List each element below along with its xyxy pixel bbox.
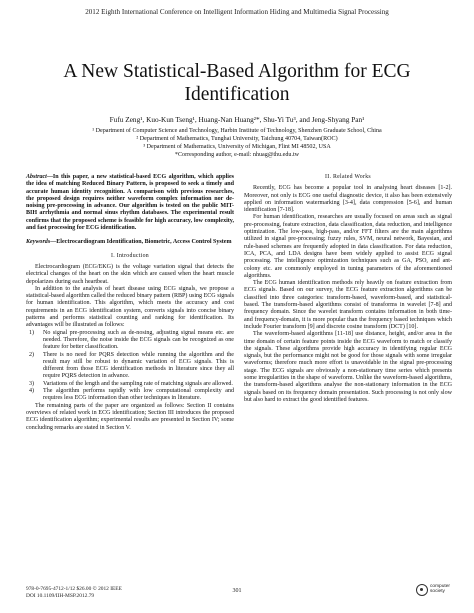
- conference-header: 2012 Eighth International Conference on Intelligent Information Hiding and Multimedia Signal Processing: [85, 8, 389, 16]
- list-item: [29, 352, 234, 381]
- related-paragraph-3: The ECG human identification methods rely heavily on feature extraction from ECG signals. Based on our survey, the ECG feature extraction algorithms can be classified into three categories: transform-based, waveform-based, and statistical-based. The transform-based algorithms consist of transforms in wavelet [7-8] and frequency domain. Since the wavelet transform contains information in both time- and frequency-domain, it is more popular than the frequency based techniques which include Fourier transform [9] and discrete cosine transform (DCT) [10].: [244, 280, 452, 330]
- computer-society-logo: [410, 578, 450, 600]
- isbn-line: 978-0-7695-4712-1/12 $26.00 © 2012 IEEE: [26, 586, 122, 592]
- doi-line: DOI 10.1109/IIH-MSP.2012.79: [26, 592, 95, 599]
- list-item-number: 3): [29, 380, 35, 387]
- corresponding-author: *Corresponding author, e-mail: nhuag@thu.edu.tw: [174, 152, 300, 158]
- related-paragraph-1: Recently, ECG has become a popular tool in analysing heart diseases [1-2]. Moreover, not only is ECG one useful diagnostic device, it also has been extensively applied on information watermarking [3-4], data compression [5-6], and human identification [7-18].: [244, 185, 452, 214]
- related-paragraph-2: For human identification, researches are usually focused on areas such as signal pre-processing, feature extraction, data classification, data reduction, and intelligence optimization. The low-pass, high-pass, and/or FFT filters are the main algorithms utilized in signal pre-processing; fuzzy rules, SVM, neural network, Bayesian, and rule-based schemes are frequently adopted in data classification. For data reduction, ICA, PCA, and LDA designs have been widely applied to assist ECG signal processing. The intelligence optimization techniques such as GA, PSO, and ant-colony etc. are commonly employed in tuning parameters of the aforementioned algorithms.: [244, 214, 452, 279]
- abstract-text: —In this paper, a new statistical-based ECG algorithm, which applies the idea of matching Reduced Binary Pattern, is proposed to seek a timely and accurate human identity recognition. A comparison with previous researches, the proposed design requires neither waveform complex information nor de-noising pre-processing in advance. Our algorithm is tested on the public MIT-BIH arrhythmia and normal sinus rhythm databases. The experimental result confirms that the proposed scheme is feasible for high accuracy, low complexity, and fast processing for ECG identification.: [26, 174, 234, 232]
- intro-paragraph-3: The remaining parts of the paper are organized as follows: Section II contains overviews of related work in ECG identification; Section III introduces the proposed ECG identification algorithm; experimental results are presented in Section IV; some concluding remarks are stated in Section V.: [26, 402, 234, 431]
- section-heading-related-works: II. Related Works: [325, 174, 371, 180]
- advantages-list: [26, 330, 234, 403]
- list-item-text: The algorithm performs rapidly with low computational complexity and requires less ECG information than other techniques in literature.: [43, 388, 234, 402]
- list-item: [29, 330, 234, 352]
- list-item-number: 1): [29, 329, 35, 336]
- title-line-1: A New Statistical-Based Algorithm for ECG: [63, 61, 411, 82]
- list-item-number: 4): [29, 388, 35, 395]
- related-paragraph-4: The waveform-based algorithms [11-18] use distance, height, and/or area in the time domain of certain feature points inside the ECG waveform to match or classify the signals. These algorithms provide high accuracy in identifying regular ECG signals, but the performance might not be good for those signals with some irregular waveforms; therefore much more effort is unavoidable in the signal pre-processing stage. The ECG signals are obviously a non-stationary time series which presents some irregularities in the shape of waveform. Unlike the waveform-based algorithms, the transform-based algorithms analyse the non-stationary information in the ECG signals based on its frequency domain presentation. Such processing is not only slow but also hard to extract the good identified features.: [244, 331, 452, 403]
- logo-text-line-1: computer: [430, 584, 450, 589]
- intro-paragraph-2: In addition to the analysis of heart disease using ECG signals, we propose a statistical-based algorithm called the reduced binary pattern (RBP) using ECG signals for human identification. This algorithm, which meets the accuracy and cost requirements in an ECG identification system, converts signals into concise binary patterns and performs statistical counting and ranking for identification. Its advantages will be illustrated as follows:: [26, 285, 234, 329]
- list-item-number: 2): [29, 351, 35, 358]
- affiliation-1: ¹ Department of Computer Science and Technology, Harbin Institute of Technology, Shenzhen Graduate School, China: [92, 128, 382, 134]
- abstract: [26, 174, 234, 232]
- title-line-2: Identification: [184, 84, 290, 105]
- list-item-text: No signal pre-processing such as de-nosing, adjusting signal means etc. are needed. Therefore, the noise inside the ECG signals can be recognized as one feature for better classification.: [43, 329, 234, 351]
- paper-title: [20, 60, 454, 106]
- right-column: [244, 174, 452, 404]
- list-item-text: There is no need for PQRS detection while running the algorithm and the result may still be robust to dynamic variation of ECG signals. This is different from those ECG identification methods in literature since they all require PQRS detection in advance.: [43, 351, 234, 380]
- page-number: 301: [232, 588, 242, 594]
- section-heading-introduction: I. Introduction: [111, 252, 149, 259]
- logo-text: [430, 584, 450, 594]
- list-item: [29, 381, 234, 388]
- left-column: [26, 174, 234, 432]
- keywords-text: —Electrocardiogram Identification, Biometric, Access Control System: [50, 239, 232, 246]
- list-item: [29, 388, 234, 403]
- society-logo-icon: [416, 584, 428, 596]
- affiliation-2: ² Department of Mathematics, Tunghai University, Taichung 40704, Taiwan(ROC): [136, 136, 338, 142]
- logo-text-line-2: society: [430, 589, 445, 595]
- abstract-label: Abstract: [26, 174, 47, 180]
- keywords: [26, 239, 234, 246]
- intro-paragraph-1: Electrocardiogram (ECG/EKG) is the voltage variation signal that detects the electrical changes of the heart on the skin which are caused when the heart muscle depolarizes during each heartbeat.: [26, 263, 234, 285]
- keywords-label: Keywords: [26, 239, 51, 246]
- author-list: Fufu Zeng¹, Kuo-Kun Tseng¹, Huang-Nan Huang²*, Shu-Yi Tu³, and Jeng-Shyang Pan¹: [109, 115, 365, 124]
- list-item-text: Variations of the length and the sampling rate of matching signals are allowed.: [43, 380, 233, 387]
- affiliation-3: ³ Department of Mathematics, University of Michigan, Flint MI 48502, USA: [143, 144, 331, 150]
